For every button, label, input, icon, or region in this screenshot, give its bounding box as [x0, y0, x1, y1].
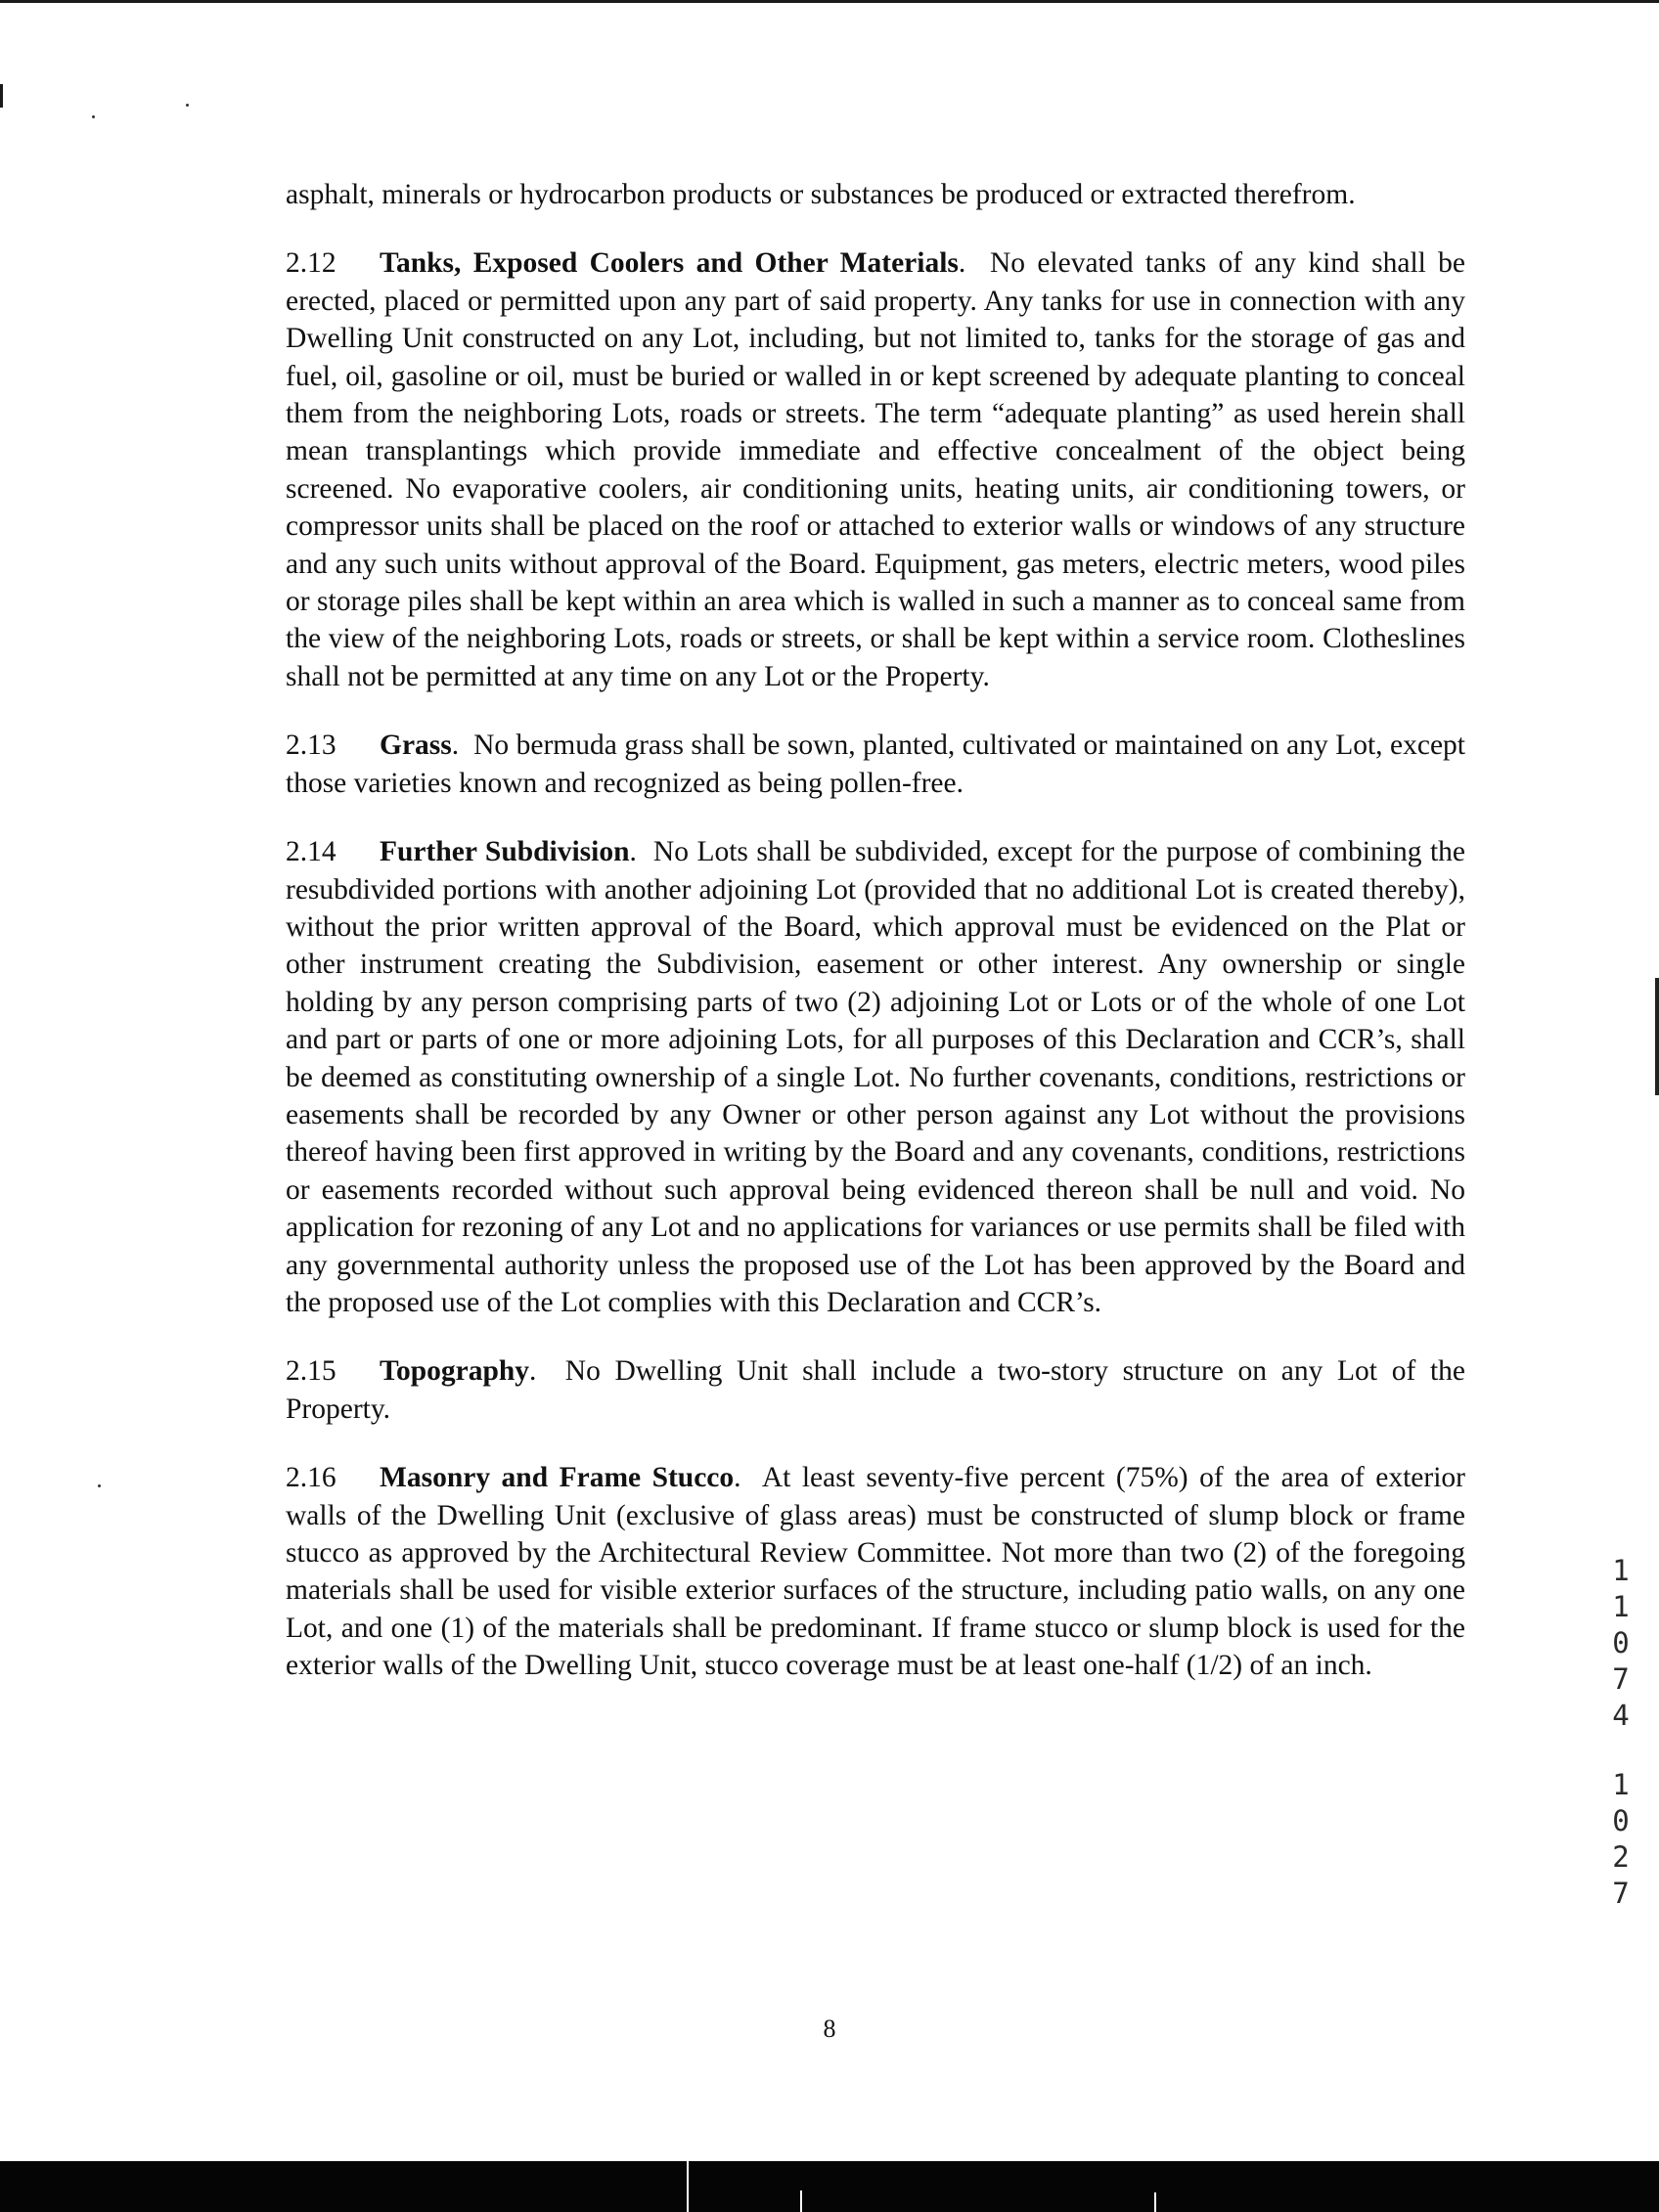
section-title: Topography	[380, 1355, 530, 1388]
scan-bottom-band	[0, 2161, 1659, 2212]
scan-speck	[92, 115, 95, 118]
section-body: No Dwelling Unit shall include a two-story structure on any Lot of the Property.	[286, 1355, 1465, 1425]
stamp-digit: 1	[1612, 1768, 1630, 1801]
section-2-16: 2.16 Masonry and Frame Stucco. At least seventy-five percent (75%) of the area of exterior walls of the Dwelling Unit (exclusive of glass areas) must be constructed of slump block or frame stucco as approved by the Architectural Review Committee. Not more than two (2) of the foregoing materials shall be used for visible exterior surfaces of the structure, including patio walls, on any one Lot, and one (1) of the materials shall be predominant. If frame stucco or slump block is used for the exterior walls of the Dwelling Unit, stucco coverage must be at least one-half (1/2) of an inch.	[286, 1459, 1465, 1684]
section-body: No Lots shall be subdivided, except for the purpose of combining the resubdivided portions with another adjoining Lot (provided that no additional Lot is created thereby), without the prior written approval of the Board, which approval must be evidenced on the Plat or other instrument creating the Subdivision, easement or other interest. Any ownership or single holding by any person comprising parts of two (2) adjoining Lot or Lots or of the whole of one Lot and part or parts of one or more adjoining Lots, for all purposes of this Declaration and CCR’s, shall be deemed as constituting ownership of a single Lot. No further covenants, conditions, restrictions or easements shall be recorded by any Owner or other person against any Lot without the provisions thereof having been first approved in writing by the Board and any covenants, conditions, restrictions or easements recorded without such approval being evidenced thereon shall be null and void. No application for rezoning of any Lot and no applications for variances or use permits shall be filed with any governmental authority unless the proposed use of the Lot has been approved by the Board and the proposed use of the Lot complies with this Declaration and CCR’s.	[286, 836, 1465, 1318]
document-body	[286, 176, 1465, 1716]
stamp-digit: 7	[1612, 1877, 1630, 1910]
stamp-digit: 0	[1612, 1804, 1630, 1837]
section-body: No elevated tanks of any kind shall be erected, placed or permitted upon any part of said property. Any tanks for use in connection with any Dwelling Unit constructed on any Lot, including, but not limited to, tanks for the storage of gas and fuel, oil, gasoline or oil, must be buried or walled in or kept screened by adequate planting to conceal them from the neighboring Lots, roads or streets. The term “adequate planting” as used herein shall mean transplantings which provide immediate and effective concealment of the object being screened. No evaporative coolers, air conditioning units, heating units, air conditioning towers, or compressor units shall be placed on the roof or attached to exterior walls or windows of any structure and any such units without approval of the Board. Equipment, gas meters, electric meters, wood piles or storage piles shall be kept within an area which is walled in such a manner as to conceal same from the view of the neighboring Lots, roads or streets, or shall be kept within a service room. Clotheslines shall not be permitted at any time on any Lot or the Property.	[286, 247, 1466, 692]
scan-left-edge-mark	[0, 84, 3, 108]
section-2-14: 2.14 Further Subdivision. No Lots shall be subdivided, except for the purpose of combining the resubdivided portions with another adjoining Lot (provided that no additional Lot is created thereby), without the prior written approval of the Board, which approval must be evidenced on the Plat or other instrument creating the Subdivision, easement or other interest. Any ownership or single holding by any person comprising parts of two (2) adjoining Lot or Lots or of the whole of one Lot and part or parts of one or more adjoining Lots, for all purposes of this Declaration and CCR’s, shall be deemed as constituting ownership of a single Lot. No further covenants, conditions, restrictions or easements shall be recorded by any Owner or other person against any Lot without the provisions thereof having been first approved in writing by the Board and any covenants, conditions, restrictions or easements recorded without such approval being evidenced thereon shall be null and void. No application for rezoning of any Lot and no applications for variances or use permits shall be filed with any governmental authority unless the proposed use of the Lot has been approved by the Board and the proposed use of the Lot complies with this Declaration and CCR’s.	[286, 833, 1465, 1321]
page-number: 8	[823, 2014, 836, 2043]
stamp-digit: 1	[1612, 1554, 1630, 1587]
scan-speck	[98, 1484, 101, 1487]
stamp-digit: 0	[1612, 1626, 1630, 1659]
scan-right-edge-mark	[1655, 978, 1659, 1095]
scan-band-tick	[1154, 2192, 1156, 2212]
stamp-digit: 4	[1612, 1699, 1630, 1732]
section-body: No bermuda grass shall be sown, planted, cultivated or maintained on any Lot, except those varieties known and recognized as being pollen-free.	[286, 730, 1465, 799]
recording-number-stamp	[1604, 1553, 1637, 1912]
stamp-digit: 1	[1612, 1590, 1630, 1623]
section-title: Further Subdivision	[380, 836, 630, 868]
scan-top-edge	[0, 0, 1659, 3]
section-2-15: 2.15 Topography. No Dwelling Unit shall include a two-story structure on any Lot of the Property.	[286, 1352, 1465, 1428]
stamp-digit: 2	[1612, 1840, 1630, 1874]
section-2-12: 2.12 Tanks, Exposed Coolers and Other Materials. No elevated tanks of any kind shall be erected, placed or permitted upon any part of said property. Any tanks for use in connection with any Dwelling Unit constructed on any Lot, including, but not limited to, tanks for the storage of gas and fuel, oil, gasoline or oil, must be buried or walled in or kept screened by adequate planting to conceal them from the neighboring Lots, roads or streets. The term “adequate planting” as used herein shall mean transplantings which provide immediate and effective concealment of the object being screened. No evaporative coolers, air conditioning units, heating units, air conditioning towers, or compressor units shall be placed on the roof or attached to exterior walls or windows of any structure and any such units without approval of the Board. Equipment, gas meters, electric meters, wood piles or storage piles shall be kept within an area which is walled in such a manner as to conceal same from the view of the neighboring Lots, roads or streets, or shall be kept within a service room. Clotheslines shall not be permitted at any time on any Lot or the Property.	[286, 244, 1465, 695]
section-title: Tanks, Exposed Coolers and Other Materials	[380, 247, 959, 280]
section-title: Masonry and Frame Stucco	[380, 1462, 735, 1494]
stamp-digit: 7	[1612, 1662, 1630, 1696]
section-number: 2.16	[286, 1462, 336, 1494]
section-number: 2.15	[286, 1355, 336, 1388]
section-2-13: 2.13 Grass. No bermuda grass shall be sown, planted, cultivated or maintained on any Lot, except those varieties known and recognized as being pollen-free.	[286, 727, 1465, 802]
opening-paragraph: asphalt, minerals or hydrocarbon products or substances be produced or extracted therefrom.	[286, 179, 1356, 210]
scan-band-tick	[800, 2190, 802, 2212]
section-number: 2.14	[286, 836, 336, 868]
section-number: 2.13	[286, 730, 336, 762]
scan-band-tick	[687, 2161, 689, 2212]
section-number: 2.12	[286, 247, 336, 280]
section-body: At least seventy-five percent (75%) of the area of exterior walls of the Dwelling Unit (exclusive of glass areas) must be constructed of slump block or frame stucco as approved by the Architectural Review Committee. Not more than two (2) of the foregoing materials shall be used for visible exterior surfaces of the structure, including patio walls, on any one Lot, and one (1) of the materials shall be predominant. If frame stucco or slump block is used for the exterior walls of the Dwelling Unit, stucco coverage must be at least one-half (1/2) of an inch.	[286, 1462, 1465, 1682]
section-title: Grass	[380, 730, 452, 762]
scan-speck	[186, 104, 189, 107]
